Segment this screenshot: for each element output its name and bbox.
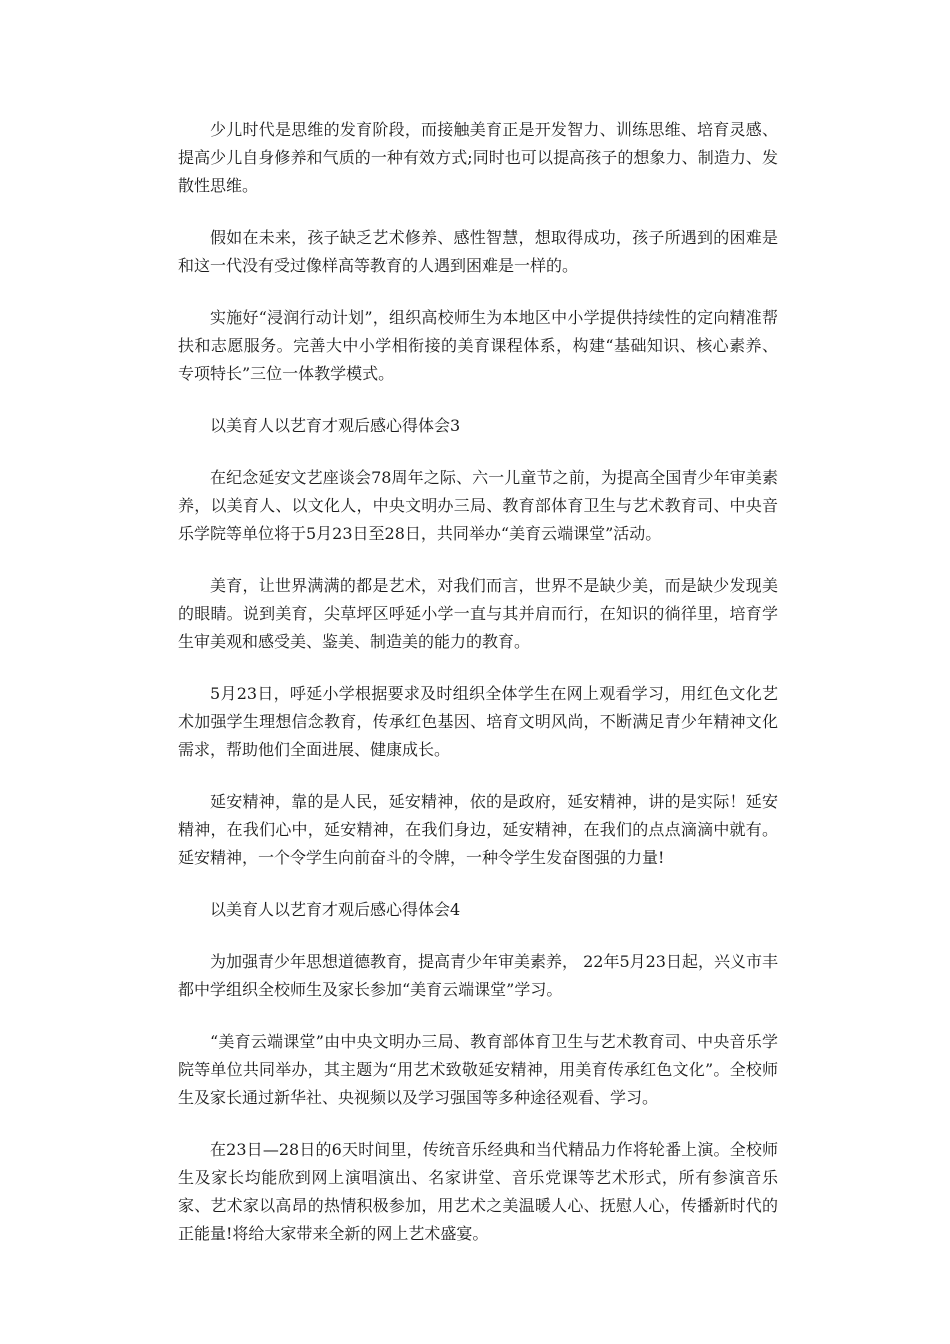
paragraph-5: 美育，让世界满满的都是艺术，对我们而言，世界不是缺少美，而是缺少发现美的眼睛。说到美育，尖草坪区呼延小学一直与其并肩而行，在知识的徜徉里，培育学生审美观和感受美、鉴美、制造美的能力的教育。 [178,576,778,651]
paragraph-10: 在23日—28日的6天时间里，传统音乐经典和当代精品力作将轮番上演。全校师生及家长均能欣到网上演唱演出、名家讲堂、音乐党课等艺术形式，所有参演音乐家、艺术家以高昂的热情积极参加，用艺术之美温暖人心、抚慰人心，传播新时代的正能量!将给大家带来全新的网上艺术盛宴。 [178,1140,778,1243]
paragraph-4: 在纪念延安文艺座谈会78周年之际、六一儿童节之前，为提高全国青少年审美素养，以美育人、以文化人，中央文明办三局、教育部体育卫生与艺术教育司、中央音乐学院等单位将于5月23日至28日，共同举办“美育云端课堂”活动。 [178,468,778,543]
section-heading-4: 以美育人以艺育才观后感心得体会4 [210,900,461,919]
paragraph-1: 少儿时代是思维的发育阶段，而接触美育正是开发智力、训练思维、培育灵感、提高少儿自身修养和气质的一种有效方式;同时也可以提高孩子的想象力、制造力、发散性思维。 [178,120,778,195]
paragraph-3: 实施好“浸润行动计划”，组织高校师生为本地区中小学提供持续性的定向精准帮扶和志愿服务。完善大中小学相衔接的美育课程体系，构建“基础知识、核心素养、专项特长”三位一体教学模式。 [178,308,778,383]
paragraph-7: 延安精神，靠的是人民，延安精神，依的是政府，延安精神，讲的是实际！延安精神，在我们心中，延安精神，在我们身边，延安精神，在我们的点点滴滴中就有。延安精神，一个令学生向前奋斗的令牌，一种令学生发奋图强的力量! [178,792,778,867]
section-heading-3: 以美育人以艺育才观后感心得体会3 [210,416,461,435]
paragraph-9: “美育云端课堂”由中央文明办三局、教育部体育卫生与艺术教育司、中央音乐学院等单位共同举办，其主题为“用艺术致敬延安精神，用美育传承红色文化”。全校师生及家长通过新华社、央视频以及学习强国等多种途径观看、学习。 [178,1032,778,1107]
paragraph-2: 假如在未来，孩子缺乏艺术修养、感性智慧，想取得成功，孩子所遇到的困难是和这一代没有受过像样高等教育的人遇到困难是一样的。 [178,228,778,275]
document-body [178,116,778,1272]
paragraph-6: 5月23日，呼延小学根据要求及时组织全体学生在网上观看学习，用红色文化艺术加强学生理想信念教育，传承红色基因、培育文明风尚，不断满足青少年精神文化需求，帮助他们全面进展、健康成长。 [178,684,778,759]
paragraph-8: 为加强青少年思想道德教育，提高青少年审美素养， 22年5月23日起，兴义市丰都中学组织全校师生及家长参加“美育云端课堂”学习。 [178,952,778,999]
